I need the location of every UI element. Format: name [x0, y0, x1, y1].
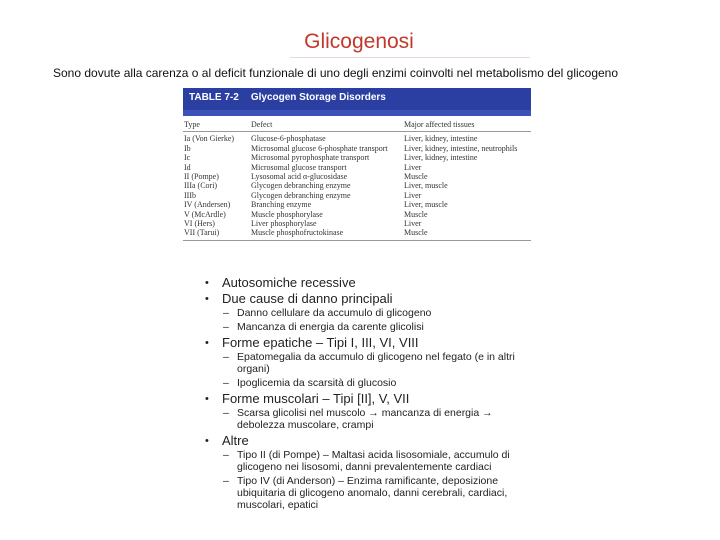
table-cell: V (McArdle) [184, 209, 226, 219]
table-cell: Id [184, 162, 191, 172]
table-cell: VI (Hers) [184, 219, 215, 229]
column-header: Major affected tissues [404, 120, 475, 129]
table-label: TABLE 7-2 [189, 92, 239, 103]
table-row [183, 134, 531, 143]
table-cell: Muscle [404, 209, 428, 219]
table-cell: Lysosomal acid α-glucosidase [251, 172, 348, 182]
table-row [183, 153, 531, 162]
table-row [183, 163, 531, 172]
table-cell: Liver, muscle [404, 181, 448, 191]
table-cell: Glycogen debranching enzyme [251, 181, 351, 191]
table-cell: IIIb [184, 190, 196, 200]
table-cell: IV (Andersen) [184, 200, 231, 210]
glycogen-storage-table [183, 88, 531, 240]
table-cell: Glycogen debranching enzyme [251, 190, 351, 200]
table-cell: Liver, muscle [404, 200, 448, 210]
column-header: Type [184, 120, 200, 129]
table-cell: Muscle phosphofructokinase [251, 228, 344, 238]
sub-bullet-item: – Epatomegalia da accumulo di glicogeno nel fegato (e in altri organi) [205, 351, 515, 375]
table-row [183, 172, 531, 181]
table-row [183, 144, 531, 153]
table-caption-stripe [183, 110, 531, 116]
bullet-item: • Forme muscolari – Tipi [II], V, VII [205, 391, 515, 407]
table-cell: Muscle [404, 228, 428, 238]
table-cell: Muscle [404, 172, 428, 182]
table-cell: Liver, kidney, intestine [404, 134, 478, 144]
table-cell: Ic [184, 153, 191, 163]
table-body [183, 134, 531, 237]
table-caption: Glycogen Storage Disorders [250, 92, 386, 103]
table-cell: Liver [404, 219, 422, 229]
table-cell: Liver, kidney, intestine, neutrophils [404, 143, 518, 153]
sub-bullet-item: – Tipo IV (di Anderson) – Enzima ramificante, deposizione ubiquitaria di glicogeno anomalo, danni cerebrali, cardiaci, muscolari, epatici [205, 475, 515, 511]
sub-bullet-item: – Ipoglicemia da scarsità di glucosio [205, 377, 515, 389]
table-row [183, 181, 531, 190]
table-header-row [183, 120, 531, 132]
bullet-item: • Autosomiche recessive [205, 275, 515, 291]
table-cell: Glucose-6-phosphatase [251, 134, 326, 144]
table-cell: Microsomal glucose transport [251, 162, 347, 172]
table-cell: Liver [404, 162, 422, 172]
table-cell: II (Pompe) [184, 172, 219, 182]
table-cell: VII (Tarui) [184, 228, 220, 238]
table-row [183, 191, 531, 200]
sub-bullet-item: – Scarsa glicolisi nel muscolo → mancanza di energia → debolezza muscolare, crampi [205, 407, 515, 431]
table-cell: Liver [404, 190, 422, 200]
sub-bullet-item: – Danno cellulare da accumulo di glicogeno [205, 307, 515, 319]
table-cell: Liver, kidney, intestine [404, 153, 478, 163]
sub-bullet-item: – Mancanza di energia da carente glicolisi [205, 321, 515, 333]
table-cell: Microsomal pyrophosphate transport [251, 153, 370, 163]
bullet-item: • Forme epatiche – Tipi I, III, VI, VIII [205, 335, 515, 351]
bullet-list [205, 275, 515, 513]
table-cell: Muscle phosphorylase [251, 209, 323, 219]
title-divider [290, 57, 530, 58]
bullet-item: • Altre [205, 433, 515, 449]
table-cell: Branching enzyme [251, 200, 312, 210]
slide-title: Glicogenosi [304, 30, 414, 53]
table-cell: Ib [184, 143, 191, 153]
table-row [183, 200, 531, 209]
column-header: Defect [251, 120, 273, 129]
sub-bullet-item: – Tipo II (di Pompe) – Maltasi acida lisosomiale, accumulo di glicogeno nei lisosomi, danni prevalentemente cardiaci [205, 449, 515, 473]
table-row [183, 228, 531, 237]
table-row [183, 210, 531, 219]
table-cell: Liver phosphorylase [251, 219, 317, 229]
table-cell: IIIa (Cori) [184, 181, 218, 191]
table-row [183, 219, 531, 228]
table-bottom-rule [183, 240, 531, 241]
table-caption-bar [183, 88, 531, 110]
bullet-item: • Due cause di danno principali [205, 291, 515, 307]
table-cell: Ia (Von Gierke) [184, 134, 235, 144]
slide-subtitle: Sono dovute alla carenza o al deficit funzionale di uno degli enzimi coinvolti nel metabolismo del glicogeno [53, 66, 619, 80]
table-cell: Microsomal glucose 6-phosphate transport [251, 143, 388, 153]
